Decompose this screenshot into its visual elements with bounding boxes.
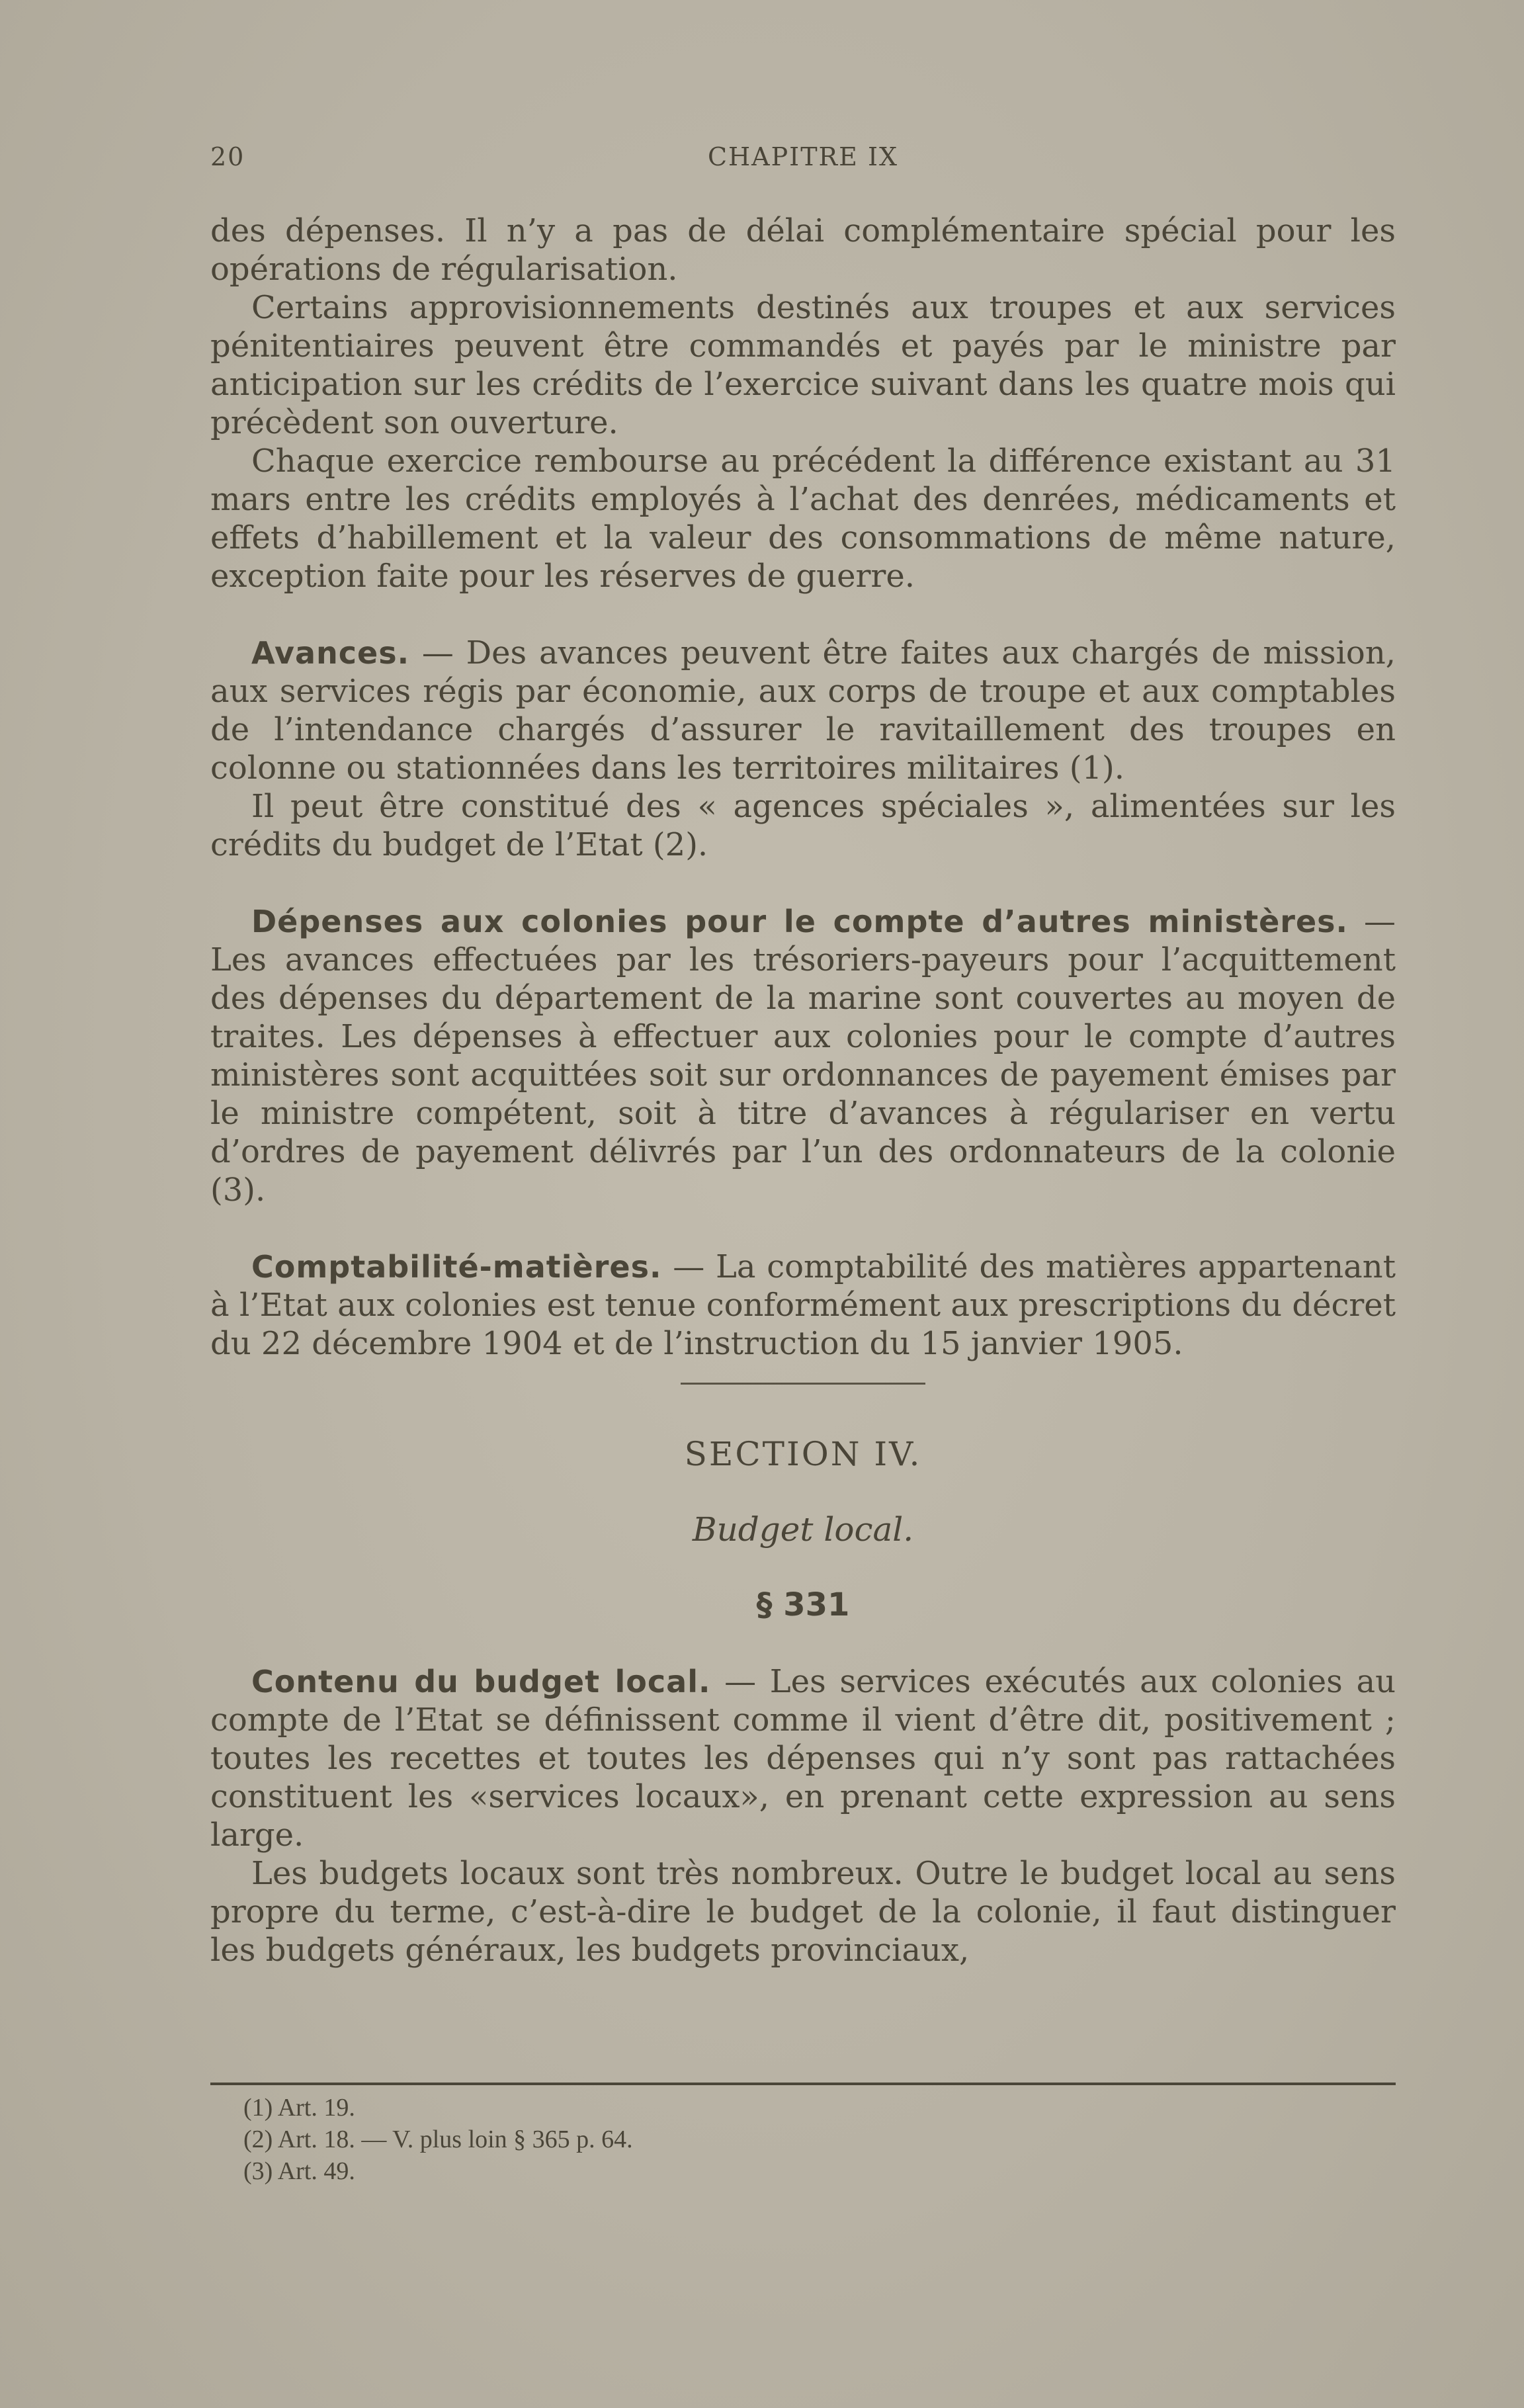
text-avances: — Des avances peuvent être faites aux chargés de mission, aux services régis par économie, aux corps de troupe et aux comptables de l’intendance chargés d’assurer le ravitaillement des troupes en colonne ou stationnées dans les territoires militaires (1).: [210, 634, 1396, 787]
page-number: 20: [210, 142, 245, 171]
heading-depenses-colonies: Dépenses aux colonies pour le compte d’autres ministères.: [251, 904, 1349, 939]
paragraph-budgets-locaux: Les budgets locaux sont très nombreux. Outre le budget local au sens propre du terme, c’est-à-dire le budget de la colonie, il faut distinguer les budgets généraux, les budgets provinciaux,: [210, 1855, 1396, 1969]
paragraph-continuation: des dépenses. Il n’y a pas de délai complémentaire spécial pour les opérations de régularisation.: [210, 212, 1396, 288]
heading-contenu-budget: Contenu du budget local.: [251, 1664, 711, 1699]
body-text: [210, 212, 1396, 1969]
text-contenu-budget: — Les services exécutés aux colonies au compte de l’Etat se définissent comme il vient d’être dit, positivement ; toutes les recettes et toutes les dépenses qui n’y sont pas rattachées constituent les «services locaux», en prenant cette expression au sens large.: [210, 1663, 1396, 1854]
paragraph-depenses-colonies: [210, 902, 1396, 1209]
section-divider: [681, 1383, 925, 1385]
text-depenses-colonies: — Les avances effectuées par les trésoriers-payeurs pour l’acquittement des dépenses du département de la marine sont couvertes au moyen de traites. Les dépenses à effectuer aux colonies pour le compte d’autres ministères sont acquittées soit sur ordonnances de payement émises par le ministre compétent, soit à titre d’avances à régulariser en vertu d’ordres de payement délivrés par l’un des ordonnateurs de la colonie (3).: [210, 903, 1396, 1209]
section-subtitle: Budget local.: [692, 1510, 914, 1549]
text-comptabilite: — La comptabilité des matières appartenant à l’Etat aux colonies est tenue conformément aux prescriptions du décret du 22 décembre 1904 et de l’instruction du 15 janvier 1905.: [210, 1248, 1396, 1362]
heading-comptabilite: Comptabilité-matières.: [251, 1249, 662, 1285]
paragraph-remboursement: Chaque exercice rembourse au précédent la différence existant au 31 mars entre les crédits employés à l’achat des denrées, médicaments et effets d’habillement et la valeur des consommations de même nature, exception faite pour les réserves de guerre.: [210, 443, 1396, 595]
footnotes: [243, 2092, 633, 2187]
footnote-divider: [210, 2083, 1396, 2085]
section-number: § 331: [756, 1586, 850, 1623]
footnote-2: (2) Art. 18. — V. plus loin § 365 p. 64.: [243, 2126, 633, 2153]
paragraph-comptabilite: [210, 1248, 1396, 1363]
heading-avances: Avances.: [251, 635, 410, 671]
chapter-title: CHAPITRE IX: [707, 142, 899, 171]
section-title: SECTION IV.: [684, 1435, 922, 1473]
paragraph-approvisionnements: Certains approvisionnements destinés aux troupes et aux services pénitentiaires peuvent être commandés et payés par le ministre par anticipation sur les crédits de l’exercice suivant dans les quatre mois qui précèdent son ouverture.: [210, 289, 1396, 441]
paragraph-contenu-budget: [210, 1662, 1396, 1854]
page-header: [210, 142, 1396, 182]
paragraph-agences: Il peut être constitué des « agences spéciales », alimentées sur les crédits du budget de l’Etat (2).: [210, 788, 1396, 863]
paragraph-avances: [210, 634, 1396, 787]
footnote-3: (3) Art. 49.: [243, 2157, 355, 2185]
footnote-1: (1) Art. 19.: [243, 2094, 355, 2122]
